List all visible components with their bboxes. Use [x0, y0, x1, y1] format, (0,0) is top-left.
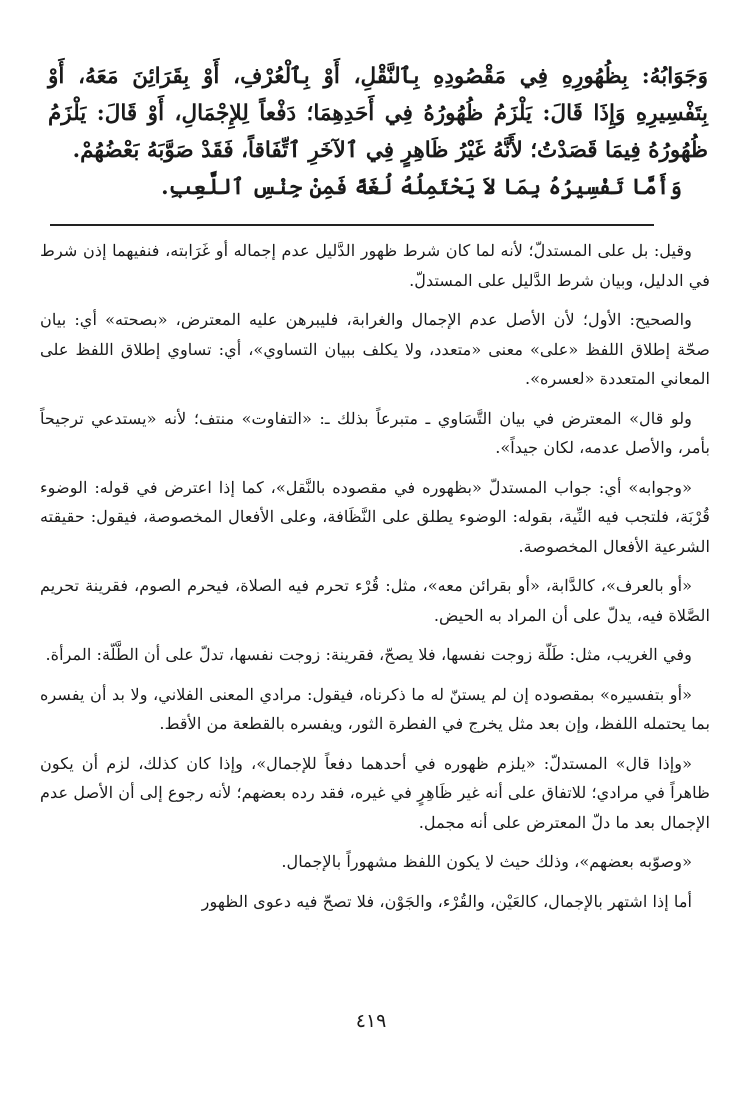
commentary-paragraph: «أو بالعرف»، كالدَّابة، «أو بقرائن معه»، مثل: قُرْء تحرم فيه الصلاة، فيحرم الصوم، فقرينة تحريم الصَّلاة فيه، يدلّ على أن المراد به الحيض. [40, 576, 710, 625]
matn-text-block [48, 58, 708, 206]
matn-paragraph-2: وَأَمَّا تَفْسِيرُهُ بِمَا لاَ يَحْتَمِلُهُ لُغَةً فَمِنْ جِنْسِ ٱللَّعِبِ. [161, 175, 682, 200]
commentary-paragraph: «وإذا قال» المستدلّ: «يلزم ظهوره في أحدهما دفعاً للإجمال»، وإذا كان كذلك، لزم أن يكون ظاهراً في مرادي؛ للاتفاق على أنه غير ظَاهِرٍ في غيره، فقد رده بعضهم؛ لأنه رجوع إلى أن الأصل عدم الإجمال بعد ما دلّ المعترض على أنه مجمل. [40, 753, 710, 832]
separator-rule [50, 224, 654, 226]
commentary-paragraph: أما إذا اشتهر بالإجمال، كالعَيْن، والقُرْء، والجَوْن، فلا تصحّ فيه دعوى الظهور [201, 891, 692, 911]
commentary-text-block [40, 236, 710, 926]
page-number: ٤١٩ [355, 1010, 387, 1032]
commentary-paragraph: والصحيح: الأول؛ لأن الأصل عدم الإجمال والغرابة، فليبرهن عليه المعترض، «بصحته» أي: بيان صحّة إطلاق اللفظ «على» معنى «متعدد، ولا يكلف ببيان التساوي»، أي: تساوي إطلاق اللفظ على المعاني المتعددة «لعسره». [40, 310, 710, 388]
commentary-paragraph: وقيل: بل على المستدلّ؛ لأنه لما كان شرط ظهور الدَّليل عدم إجماله أو غَرَابته، فنفيهما إذن شرط في الدليل، وبيان شرط الدَّليل على المستدلّ. [40, 241, 710, 290]
commentary-paragraph: «وجوابه» أي: جواب المستدلّ «بظهوره في مقصوده بالنَّقل»، كما إذا اعترض في قوله: الوضوء قُرْبَة، فلتجب فيه النِّية، بقوله: الوضوء يطلق على النَّظَافة، وعلى الأفعال المخصوصة، فيقول: حقيقته الشرعية الأفعال المخصوصة. [40, 477, 710, 556]
matn-paragraph-1: وَجَوَابُهُ: بِظُهُورِهِ فِي مَقْصُودِهِ بِٱلنَّقْلِ، أَوْ بِٱلْعُرْفِ، أَوْ بِقَرَائِنَ مَعَهُ، أَوْ بِتَفْسِيرِهِ وَإِذَا قَالَ: يَلْزَمُ ظُهُورُهُ فِي أَحَدِهِمَا؛ دَفْعاً لِلإِجْمَالِ، أَوْ قَالَ: يَلْزَمُ ظُهُورُهُ فِيمَا قَصَدْتُ؛ لأَنَّهُ غَيْرُ ظَاهِرٍ فِي ٱلآخَرِ ٱتِّفَاقاً، فَقَدْ صَوَّبَهُ بَعْضُهُمْ. [48, 64, 709, 163]
commentary-paragraph: «وصوّبه بعضهم»، وذلك حيث لا يكون اللفظ مشهوراً بالإجمال. [281, 852, 692, 871]
commentary-paragraph: ولو قال» المعترض في بيان التَّسَاوي ـ متبرعاً بذلك ـ: «التفاوت» منتف؛ لأنه «يستدعي ترجيحاً بأمر، والأصل عدمه، لكان جيداً». [40, 408, 710, 457]
commentary-paragraph: وفي الغريب، مثل: طَلّة زوجت نفسها، فلا يصحّ، فقرينة: زوجت نفسها، تدلّ على أن الطَّلّة: المرأة. [45, 645, 692, 664]
commentary-paragraph: «أو بتفسيره» بمقصوده إن لم يستنّ له ما ذكرناه، فيقول: مرادي المعنى الفلاني، ولا بد أن يفسره بما يحتمله اللفظ، وإن بعد مثل يخرج في الفطرة الثور، ويفسره بالقطعة من الأقط. [40, 684, 710, 733]
